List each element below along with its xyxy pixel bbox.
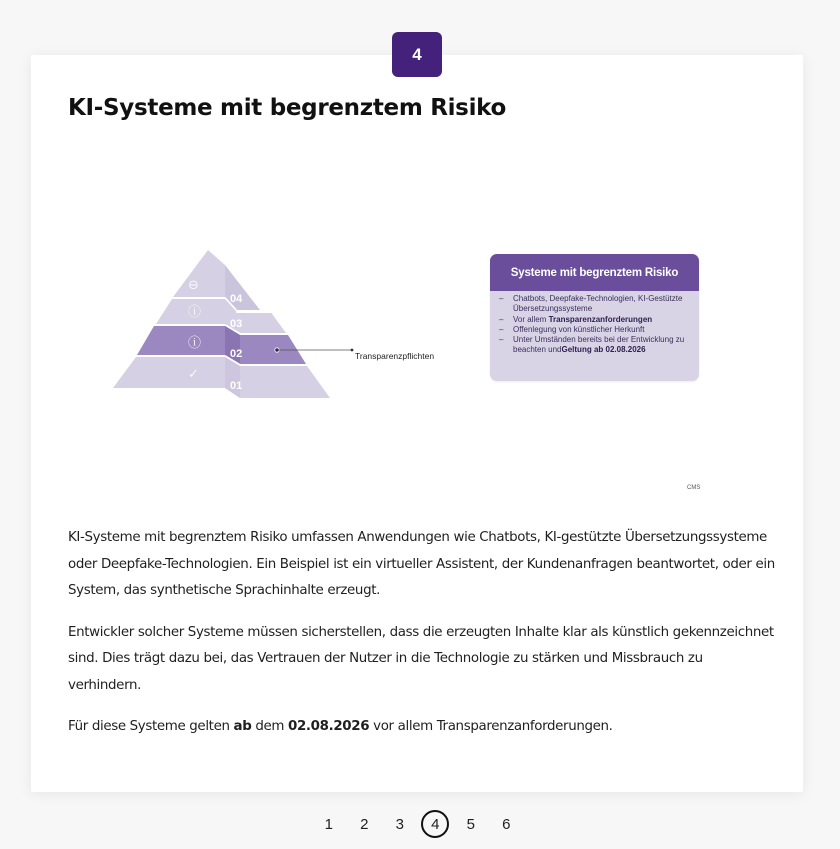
exclamation-icon: ⓘ (188, 305, 202, 320)
paragraph-1: KI-Systeme mit begrenztem Risiko umfassen Anwendungen wie Chatbots, KI-gestützte Übersetzungssysteme oder Deepfake-Technologien. Ein Beispiel ist ein virtueller Assistent, der Kundenanfragen beantwortet, oder ein System, das synthetische Sprachinhalte erzeugt. (68, 530, 775, 598)
step-number-badge: 4 (392, 32, 442, 77)
tier-04-number: 04 (230, 293, 243, 305)
info-box-list (490, 291, 699, 356)
risk-pyramid-figure (31, 55, 803, 505)
forbidden-icon: ⊖ (188, 278, 199, 293)
info-box-item: – Offenlegung von künstlicher Herkunft (499, 325, 691, 335)
info-box (490, 254, 699, 381)
page-4-button-active[interactable]: 4 (418, 810, 454, 838)
source-label: CMS (687, 485, 701, 491)
page-5-button[interactable]: 5 (466, 815, 475, 833)
page-6-button[interactable]: 6 (502, 815, 511, 833)
info-icon: ⓘ (188, 336, 202, 351)
page-2-button[interactable]: 2 (360, 815, 369, 833)
page-3-button[interactable]: 3 (395, 815, 404, 833)
card-title: KI-Systeme mit begrenztem Risiko (68, 95, 507, 121)
paragraph-2: Entwickler solcher Systeme müssen sicherstellen, dass die erzeugten Inhalte klar als künstlich gekennzeichnet sind. Dies trägt dazu bei, das Vertrauen der Nutzer in die Technologie zu stärken und Missbrauch zu verhindern. (68, 624, 774, 693)
paragraph-3: Für diese Systeme gelten ab dem 02.08.2026 vor allem Transparenzanforderungen. (68, 719, 613, 734)
pyramid-tier-04 (173, 250, 225, 297)
pointer-label: Transparenzpflichten (355, 351, 435, 361)
info-box-item: – Vor allem Transparenzanforderungen (499, 315, 691, 325)
info-box-title: Systeme mit begrenztem Risiko (490, 254, 699, 291)
checkmark-icon: ✓ (188, 367, 199, 382)
pagination (311, 810, 524, 838)
tier-01-number: 01 (230, 380, 243, 392)
content-card (31, 55, 803, 792)
info-box-item: – Unter Umständen bereits bei der Entwicklung zu beachten undGeltung ab 02.08.2026 (499, 335, 691, 356)
page-1-button[interactable]: 1 (324, 815, 333, 833)
info-box-item: – Chatbots, Deepfake-Technologien, KI-Gestützte Übersetzungssysteme (499, 294, 691, 315)
tier-02-number: 02 (230, 348, 243, 360)
body-text (68, 525, 778, 756)
tier-03-number: 03 (230, 318, 243, 330)
